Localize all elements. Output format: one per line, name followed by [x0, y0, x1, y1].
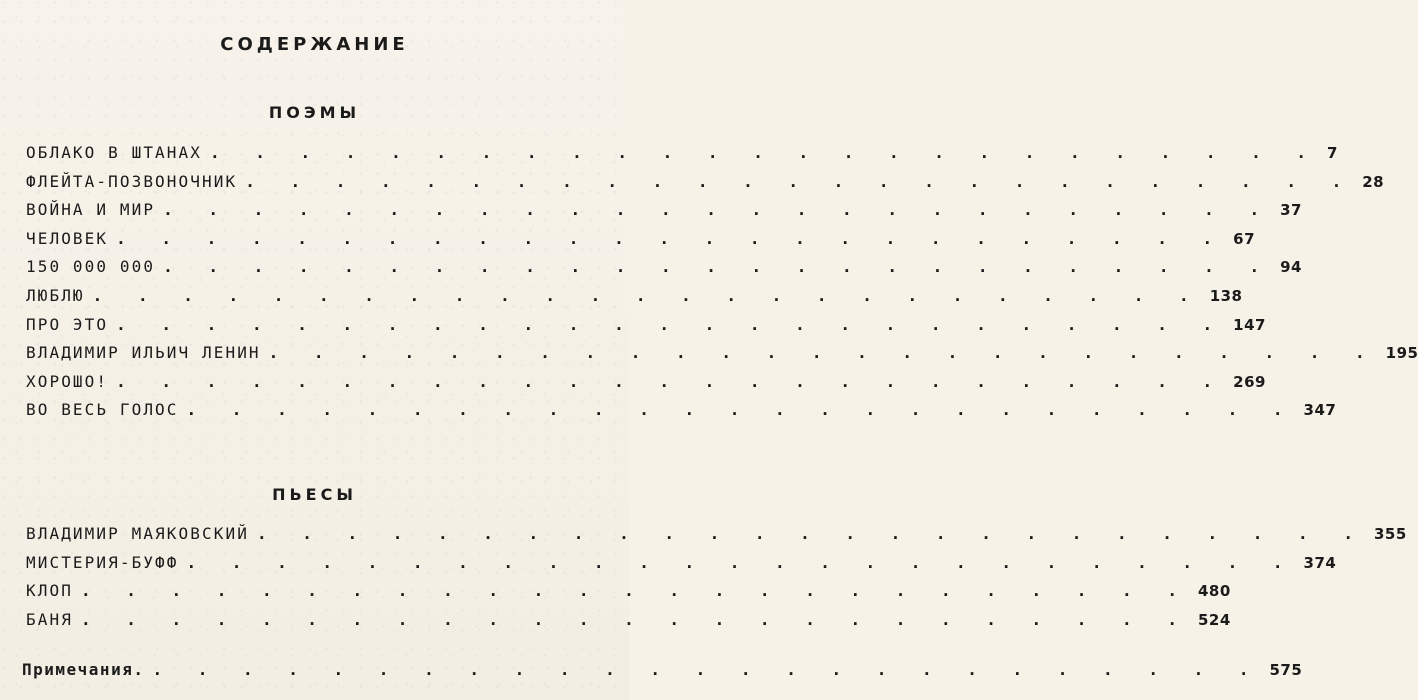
toc-entry-title: ВО ВЕСЬ ГОЛОС	[26, 400, 179, 420]
toc-entry-title: ХОРОШО!	[26, 371, 109, 391]
toc-list-poems	[26, 139, 1418, 425]
toc-entry-title: МИСТЕРИЯ-БУФФ	[26, 552, 179, 572]
toc-entry	[26, 311, 1266, 340]
leader-dots: . . . . . . . . . . . . . . . . . . . . . . . . .	[163, 257, 1273, 277]
leader-dots: . . . . . . . . . . . . . . . . . . . . . . . . .	[80, 581, 1190, 601]
toc-entry	[26, 282, 1243, 311]
toc-entry-page: 67	[1233, 229, 1256, 248]
leader-dots: . . . . . . . . . . . . . . . . . . . . . . . . .	[116, 371, 1226, 391]
toc-entry-page: 28	[1362, 172, 1385, 191]
toc-entry-title: ЧЕЛОВЕК	[26, 228, 109, 248]
toc-entry-page: 355	[1373, 525, 1407, 543]
toc-entry	[26, 196, 1302, 225]
toc-entry-page: 94	[1280, 258, 1302, 277]
leader-dots: . . . . . . . . . . . . . . . . . . . . . . . . .	[268, 343, 1378, 363]
toc-entry	[26, 577, 1231, 606]
toc-entry-title: ФЛЕЙТА-ПОЗВОНОЧНИК	[26, 171, 238, 191]
toc-entry-page: 524	[1197, 610, 1231, 629]
section-title-plays: ПЬЕСЫ	[272, 485, 357, 504]
toc-entry-page: 138	[1209, 286, 1243, 305]
toc-entry-title: ОБЛАКО В ШТАНАХ	[26, 143, 202, 162]
toc-entry-page: 374	[1303, 553, 1337, 572]
toc-entry-page: 147	[1233, 315, 1266, 334]
leader-dots: . . . . . . . . . . . . . . . . . . . . . . . . .	[116, 228, 1226, 248]
toc-entry-title: ПРО ЭТО	[26, 314, 109, 334]
toc-entry-title: ВОЙНА И МИР	[26, 200, 156, 220]
leader-dots: . . . . . . . . . . . . . . . . . . . . . . . . .	[92, 285, 1202, 305]
toc-entry-page: 347	[1303, 401, 1337, 420]
toc-entry-page: 269	[1233, 372, 1266, 391]
section-title-poems: ПОЭМЫ	[268, 103, 361, 122]
toc-entry	[26, 368, 1266, 397]
toc-entry	[26, 396, 1337, 425]
toc-entry	[26, 520, 1407, 549]
toc-entry-title: 150 000 000	[26, 257, 156, 277]
leader-dots: . . . . . . . . . . . . . . . . . . . . . . . . .	[116, 314, 1226, 334]
toc-entry	[26, 139, 1338, 168]
toc-entry-page: 480	[1197, 582, 1231, 601]
toc-entry	[26, 253, 1302, 282]
leader-dots: . . . . . . . . . . . . . . . . . . . . . . . . .	[80, 609, 1190, 629]
leader-dots: . . . . . . . . . . . . . . . . . . . . . . . . .	[210, 143, 1320, 162]
toc-entry-title: Примечания.	[22, 660, 145, 679]
toc-entry-notes	[22, 656, 1303, 684]
toc-entry-page: 7	[1327, 144, 1338, 162]
leader-dots: . . . . . . . . . . . . . . . . . . . . . . . . .	[163, 200, 1273, 220]
leader-dots: . . . . . . . . . . . . . . . . . . . . . . . . .	[186, 400, 1296, 420]
page-title: СОДЕРЖАНИЕ	[220, 34, 409, 55]
toc-entry	[26, 225, 1256, 254]
toc-entry-page: 37	[1280, 201, 1302, 220]
leader-dots: . . . . . . . . . . . . . . . . . . . . . . . . .	[256, 524, 1366, 543]
toc-entry-title: ВЛАДИМИР МАЯКОВСКИЙ	[26, 524, 249, 543]
leader-dots: . . . . . . . . . . . . . . . . . . . . . . . . .	[245, 171, 1355, 191]
toc-entry-title: КЛОП	[26, 581, 73, 601]
toc-entry	[26, 339, 1418, 368]
leader-dots: . . . . . . . . . . . . . . . . . . . . . . . . .	[152, 660, 1262, 679]
toc-list-plays	[26, 520, 1407, 634]
toc-entry-page: 195	[1385, 344, 1418, 363]
toc-entry-title: ВЛАДИМИР ИЛЬИЧ ЛЕНИН	[26, 343, 261, 363]
toc-entry	[26, 549, 1337, 578]
toc-entry-page: 575	[1269, 661, 1303, 679]
toc-entry	[26, 168, 1385, 197]
toc-entry-title: ЛЮБЛЮ	[26, 285, 85, 305]
toc-entry-title: БАНЯ	[26, 609, 73, 629]
leader-dots: . . . . . . . . . . . . . . . . . . . . . . . . .	[186, 552, 1296, 572]
toc-entry	[26, 606, 1231, 635]
